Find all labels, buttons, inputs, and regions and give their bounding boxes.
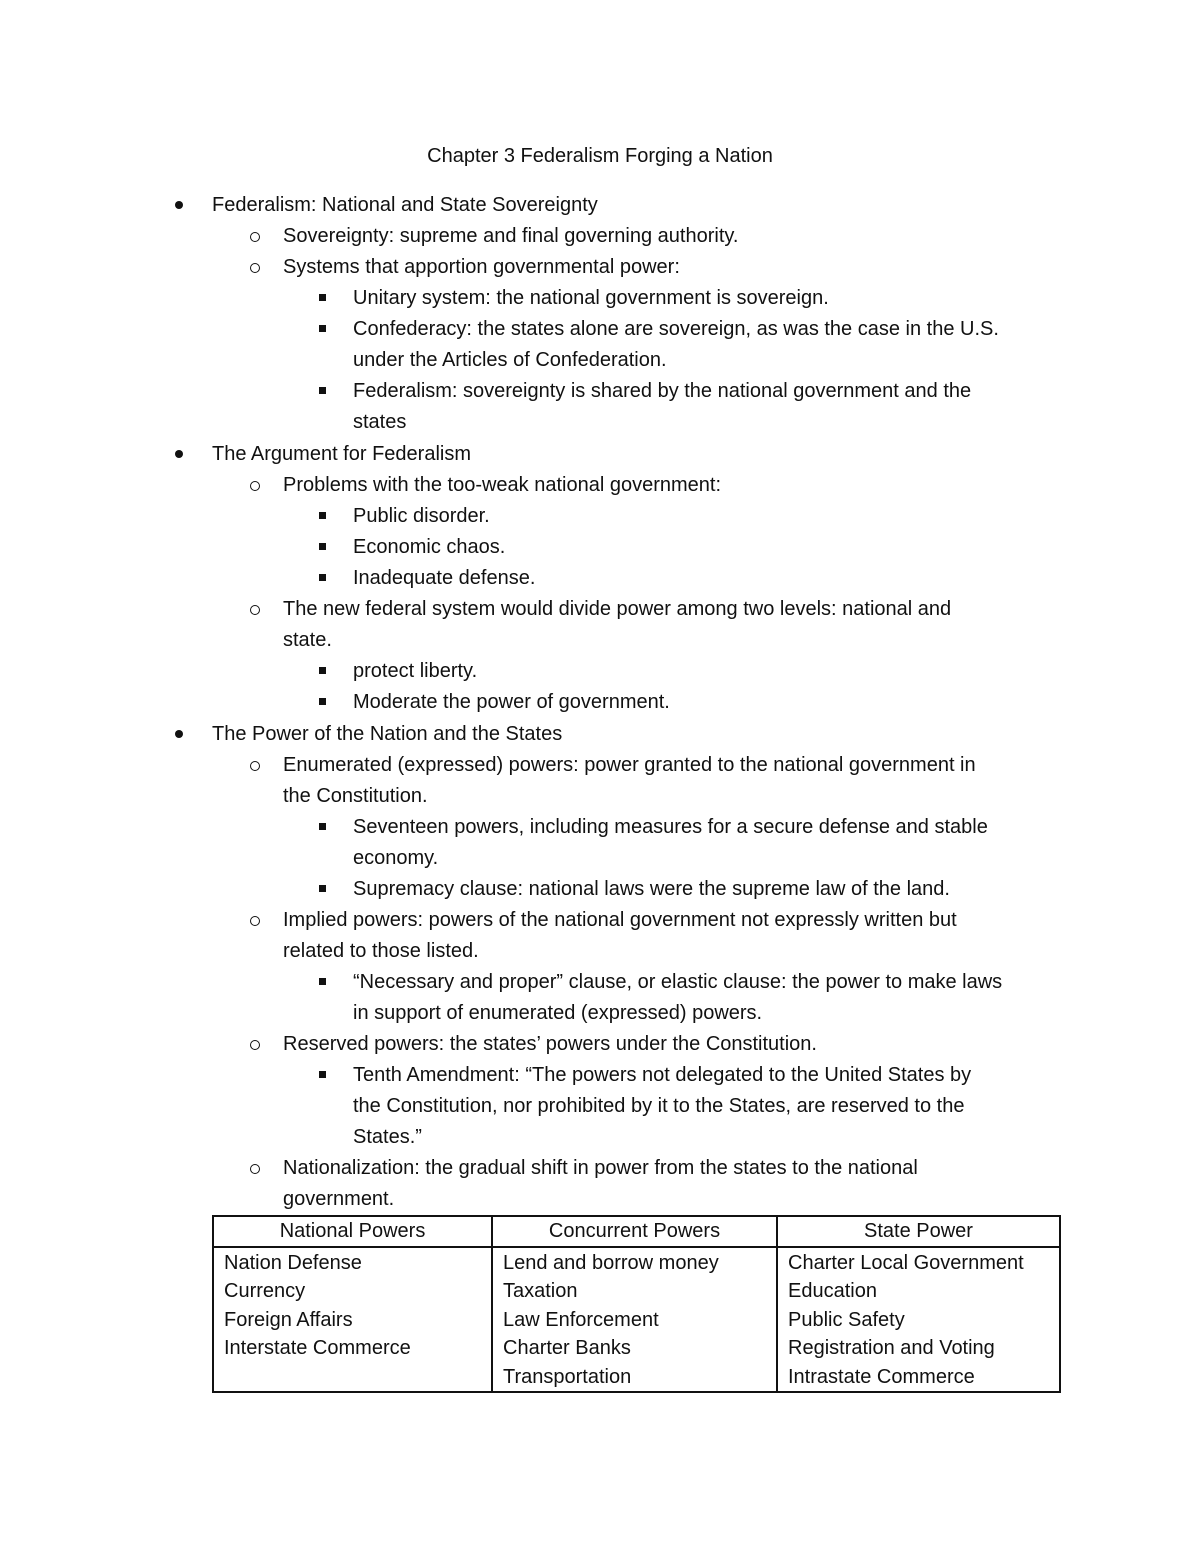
- square-bullet-icon: [319, 543, 326, 550]
- table-cell-item: Intrastate Commerce: [788, 1365, 975, 1388]
- table-cell-item: Interstate Commerce: [224, 1337, 411, 1359]
- table-cell-item: Charter Local Government: [788, 1251, 1024, 1274]
- bullet-icon: [175, 201, 183, 209]
- bullet-icon: [175, 730, 183, 738]
- circle-bullet-icon: [250, 481, 260, 491]
- circle-bullet-icon: [250, 916, 260, 926]
- circle-bullet-icon: [250, 1164, 260, 1174]
- column-header-state: State Power: [777, 1216, 1060, 1247]
- square-bullet-icon: [319, 512, 326, 519]
- square-bullet-icon: [319, 294, 326, 301]
- table-cell-item: Foreign Affairs: [224, 1308, 353, 1331]
- square-bullet-icon: [319, 387, 326, 394]
- column-header-concurrent: Concurrent Powers: [492, 1216, 777, 1247]
- table-cell-item: Transportation: [503, 1365, 632, 1388]
- table-cell-item: Currency: [224, 1280, 306, 1302]
- column-header-national: National Powers: [213, 1216, 492, 1247]
- table-cell-item: Charter Banks: [503, 1337, 631, 1359]
- square-bullet-icon: [319, 978, 326, 985]
- square-bullet-icon: [319, 325, 326, 332]
- table-cell-item: Registration and Voting: [788, 1337, 995, 1359]
- table-header-row: [213, 1216, 1060, 1247]
- square-bullet-icon: [319, 823, 326, 830]
- circle-bullet-icon: [250, 263, 260, 273]
- circle-bullet-icon: [250, 761, 260, 771]
- table-row: [213, 1247, 1060, 1393]
- bullet-icon: [175, 450, 183, 458]
- circle-bullet-icon: [250, 1040, 260, 1050]
- concurrent-powers-cell: [492, 1247, 777, 1393]
- table-cell-item: Taxation: [503, 1280, 578, 1302]
- square-bullet-icon: [319, 574, 326, 581]
- page-title: Chapter 3 Federalism Forging a Nation: [427, 145, 773, 167]
- square-bullet-icon: [319, 698, 326, 705]
- table-cell-item: Education: [788, 1280, 877, 1302]
- table-cell-item: Public Safety: [788, 1308, 905, 1331]
- powers-table: [212, 1215, 1061, 1393]
- square-bullet-icon: [319, 1071, 326, 1078]
- table-cell-item: Lend and borrow money: [503, 1251, 719, 1274]
- national-powers-cell: [213, 1247, 492, 1393]
- square-bullet-icon: [319, 885, 326, 892]
- square-bullet-icon: [319, 667, 326, 674]
- table-cell-item: Law Enforcement: [503, 1308, 659, 1331]
- circle-bullet-icon: [250, 605, 260, 615]
- state-powers-cell: [777, 1247, 1060, 1393]
- table-cell-item: Nation Defense: [224, 1251, 362, 1274]
- document-page: Chapter 3 Federalism Forging a Nation Federalism: National and State Sovereignty Sovereignty: supreme and final governing authority. Systems that apportion governmental power: Unitary system: the national government is sovereign. Confederacy: the states alone are sovereign, as was the case in the U.S. under the Articles of Confederation. Federalism: sovereignty is shared by the national government and the states The Argument for Federalism Problems with the too-weak national government: Public disorder. Economic chaos. Inadequate defense. The new federal system would divide power among two levels: national and state. protect liberty. Moderate the power of government. The Power of the Nation and the States Enumerated (expressed) powers: power granted to the national government in the Constitution. Seventeen powers, including measures for a secure defense and stable economy. Supremacy clause: national laws were the supreme law of the land. Implied powers: powers of the national government not expressly written but related to those listed. “Necessary and proper” clause, or elastic clause: the power to make laws in support of enumerated (expressed) powers. Reserved powers: the states’ powers under the Constitution. Tenth Amendment: “The powers not delegated to the United States by the Constitution, nor prohibited by it to the States, are reserved to the States.” Nationalization: the gradual shift in power from the states to the national government. National Powers Concurrent Powers State Power Nation Defense Currency Foreign Affairs Interstate Commerce Lend and borrow money Taxation Law Enforcement Charter Banks Transportation Charter Local Government Education Public Safety Registration and Voting Intrastate Commerce: [0, 0, 1200, 1553]
- circle-bullet-icon: [250, 232, 260, 242]
